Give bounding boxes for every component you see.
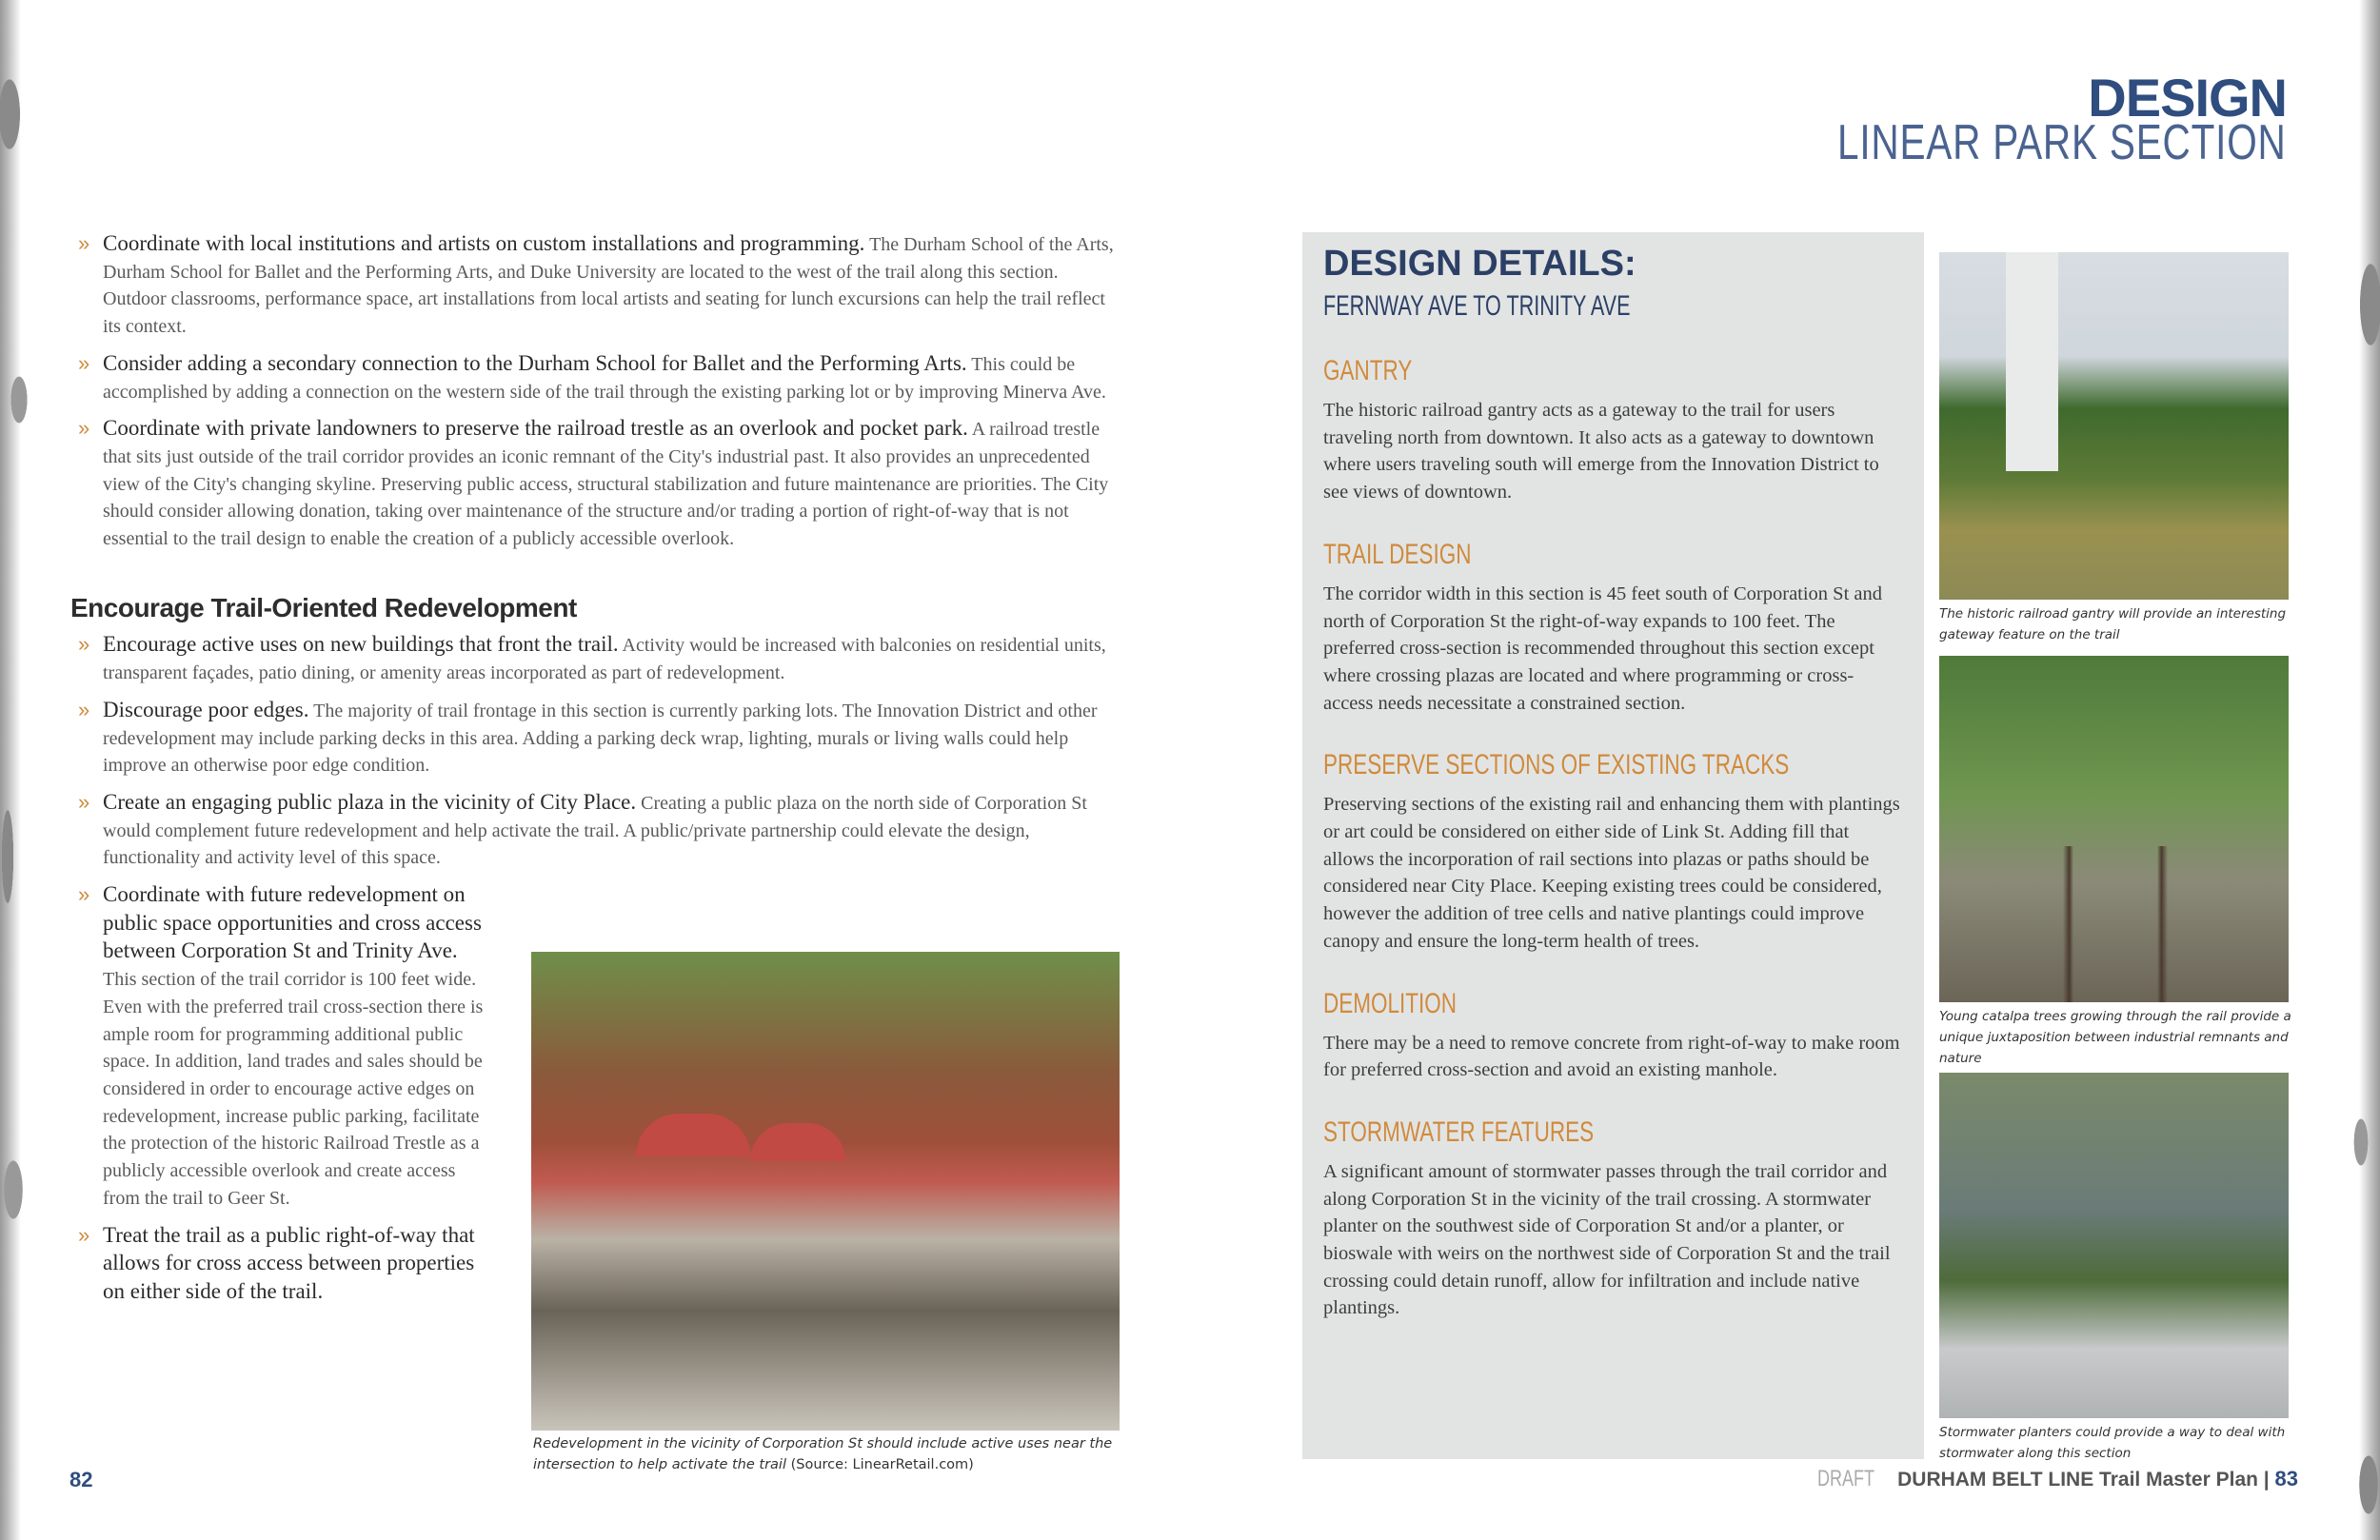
water-tower-shape xyxy=(2006,252,2058,471)
detail-heading: STORMWATER FEATURES xyxy=(1323,1116,1595,1148)
page-number-right: 83 xyxy=(2274,1467,2298,1491)
bullet-text: This could be accomplished by adding a connection on the western side of the trail through the existing parking lot or by improving Minerva Ave. xyxy=(103,353,1106,403)
bullet-item xyxy=(69,631,1125,686)
chevron-bullet-icon: » xyxy=(78,1222,90,1247)
chevron-bullet-icon: » xyxy=(78,697,90,721)
rail-shape xyxy=(2063,846,2168,1002)
gantry-caption: The historic railroad gantry will provide an interesting gateway feature on the trail xyxy=(1939,606,2287,642)
detail-text: The corridor width in this section is 45 feet south of Corporation St and north of Corporation St the right-of-way expands to 100 feet. The preferred cross-section is recommended throughout this section except where crossing plazas are located and where programming or cross-access needs necessitate a constrained section. xyxy=(1323,582,1883,714)
bullet-item xyxy=(69,697,1125,780)
detail-heading: GANTRY xyxy=(1323,355,1413,386)
umbrella-shape xyxy=(636,1114,750,1156)
chevron-bullet-icon: » xyxy=(78,632,90,657)
page-number-left: 82 xyxy=(69,1468,93,1491)
design-details-panel xyxy=(1302,232,1924,1459)
gantry-photo xyxy=(1939,252,2289,600)
bullet-item xyxy=(69,1222,487,1307)
plaza-dining-photo xyxy=(531,952,1120,1431)
rail-trees-photo xyxy=(1939,656,2289,1002)
page-title: DESIGN xyxy=(2088,68,2287,128)
page-subtitle: LINEAR PARK SECTION xyxy=(1837,115,2287,170)
bullet-lead: Treat the trail as a public right-of-way that allows for cross access between properties on either side of the trail. xyxy=(103,1222,475,1303)
details-title: DESIGN DETAILS: xyxy=(1323,244,1636,284)
detail-heading: TRAIL DESIGN xyxy=(1323,538,1472,570)
bullet-item xyxy=(69,415,1125,553)
plaza-photo-caption: Redevelopment in the vicinity of Corporation St should include active uses near the intersection to help activate the trail (Source: LinearRetail.com) xyxy=(533,1436,1113,1472)
bullet-lead: Coordinate with local institutions and artists on custom installations and programming. xyxy=(103,231,865,255)
detail-heading: DEMOLITION xyxy=(1323,987,1458,1019)
bullet-text: The majority of trail frontage in this section is currently parking lots. The Innovation District and other redevelopment may include parking decks in this area. Adding a parking deck wrap, lighting, murals or living walls could help improve an otherwise poor edge condition. xyxy=(103,700,1098,777)
bullet-item xyxy=(69,230,1125,341)
detail-heading: PRESERVE SECTIONS OF EXISTING TRACKS xyxy=(1323,749,1790,781)
chevron-bullet-icon: » xyxy=(78,350,90,375)
bullet-lead: Discourage poor edges. xyxy=(103,697,309,721)
stormwater-caption: Stormwater planters could provide a way to deal with stormwater along this section xyxy=(1939,1425,2286,1461)
bullet-text: Creating a public plaza on the north side of Corporation St would complement future redevelopment and help activate the trail. A public/private partnership could elevate the design, functionality and activity level of this space. xyxy=(103,792,1087,869)
detail-text: A significant amount of stormwater passes through the trail corridor and along Corporation St in the vicinity of the trail crossing. A stormwater planter on the southwest side of Corporation St and/or a planter, or bioswale with weirs on the northwest side of Corporation St and the trail crossing could detain runoff, allow for infiltration and include native plantings. xyxy=(1323,1160,1891,1319)
bullet-lead: Create an engaging public plaza in the vicinity of City Place. xyxy=(103,789,637,814)
bullet-lead: Coordinate with private landowners to preserve the railroad trestle as an overlook and pocket park. xyxy=(103,416,968,441)
chevron-bullet-icon: » xyxy=(78,882,90,907)
chevron-bullet-icon: » xyxy=(78,231,90,255)
footer-brand: DURHAM BELT LINE xyxy=(1897,1469,2094,1491)
stormwater-planter-photo xyxy=(1939,1073,2289,1418)
grunge-edge-left xyxy=(0,0,67,1540)
bullet-text: Activity would be increased with balconies on residential units, transparent façades, patio dining, or amenity areas incorporated as part of redevelopment. xyxy=(103,635,1106,684)
detail-text: The historic railroad gantry acts as a gateway to the trail for users traveling north from downtown. It also acts as a gateway to downtown where users traveling south will emerge from the Innovation District to see views of downtown. xyxy=(1323,400,1879,503)
bullet-item xyxy=(69,881,487,1212)
detail-text: Preserving sections of the existing rail and enhancing them with plantings or art could be considered on either side of Link St. Adding fill that allows the incorporation of rail sections into plazas or paths should be considered near City Place. Keeping existing trees could be considered, however the addition of tree cells and native plantings could improve canopy and ensure the long-term health of trees. xyxy=(1323,794,1900,952)
bullet-text: A railroad trestle that sits just outside of the trail corridor provides an iconic remnant of the City's industrial past. It also provides an unprecedented view of the City's changing skyline. Preserving public access, structural stabilization and future maintenance are priorities. The City should consider allowing donation, taking over maintenance of the structure and/or trading a portion of right-of-way that is not essential to the trail design to enable the creation of a publicly accessible overlook. xyxy=(103,419,1109,550)
bullet-item xyxy=(69,350,1125,405)
bullet-text: The Durham School of the Arts, Durham School for Ballet and the Performing Arts, and Duke University are located to the west of the trail along this section. Outdoor classrooms, performance space, art installations from local artists and seating for lunch excursions can help the trail reflect its context. xyxy=(103,234,1114,338)
footer xyxy=(1808,1466,2298,1492)
bullet-lead: Consider adding a secondary connection to the Durham School for Ballet and the Performing Arts. xyxy=(103,350,967,375)
grunge-edge-right xyxy=(2313,0,2380,1540)
rail-trees-caption: Young catalpa trees growing through the rail provide a unique juxtaposition between industrial remnants and nature xyxy=(1939,1009,2291,1066)
chevron-bullet-icon: » xyxy=(78,416,90,441)
bullet-lead: Encourage active uses on new buildings that front the trail. xyxy=(103,632,619,657)
draft-label: DRAFT xyxy=(1817,1466,1875,1491)
bullet-item xyxy=(69,789,1125,872)
umbrella-shape xyxy=(750,1123,845,1161)
details-subtitle: FERNWAY AVE TO TRINITY AVE xyxy=(1323,290,1631,322)
section-heading: Encourage Trail-Oriented Redevelopment xyxy=(70,592,577,622)
detail-text: There may be a need to remove concrete from right-of-way to make room for preferred cross-section and avoid an existing manhole. xyxy=(1323,1032,1900,1081)
bullet-text: This section of the trail corridor is 100 feet wide. Even with the preferred trail cross-section there is ample room for programming additional public space. In addition, land trades and sales should be considered in order to encourage active edges on redevelopment, increase public parking, facilitate the protection of the historic Railroad Trestle as a publicly accessible overlook and create access from the trail to Geer St. xyxy=(103,969,484,1209)
chevron-bullet-icon: » xyxy=(78,789,90,814)
bullet-lead: Coordinate with future redevelopment on public space opportunities and cross access between Corporation St and Trinity Ave. xyxy=(103,882,482,963)
footer-plan: Trail Master Plan | xyxy=(2099,1469,2270,1491)
